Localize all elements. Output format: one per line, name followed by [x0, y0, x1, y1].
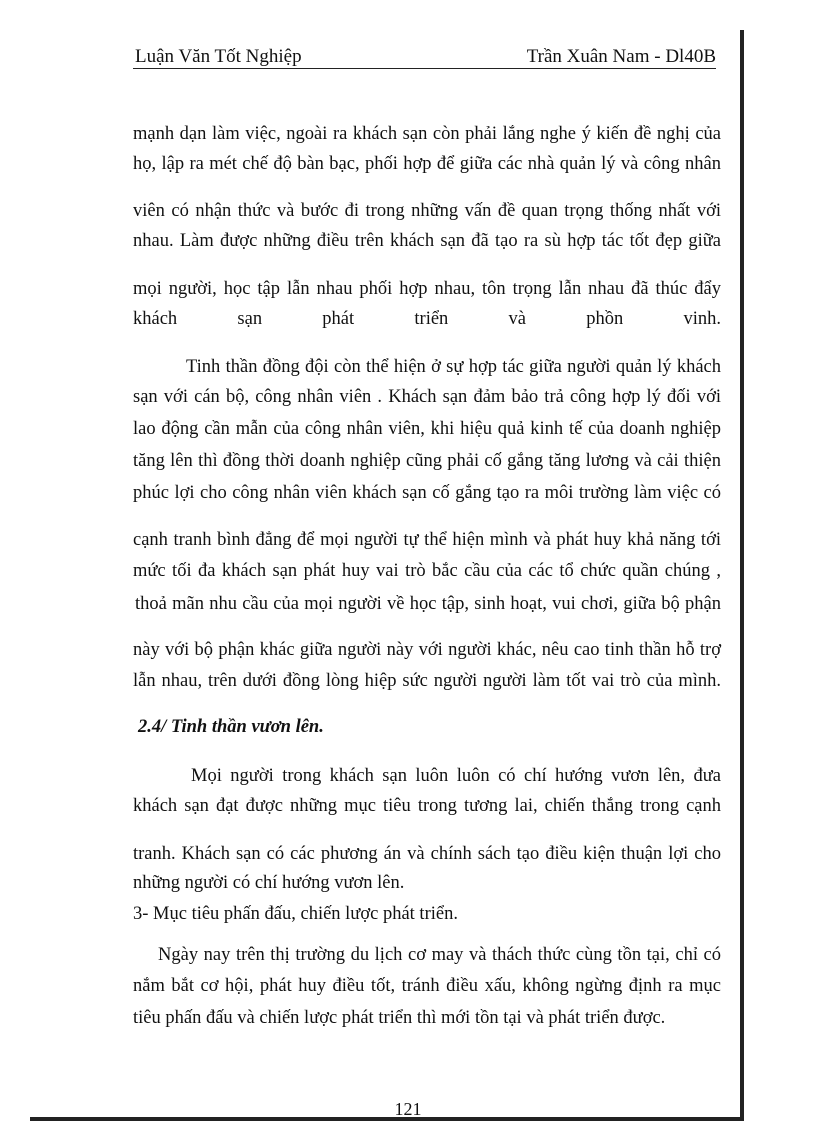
body-line: lẫn nhau, trên dưới đồng lòng hiệp sức người người làm tốt vai trò của mình.: [133, 671, 721, 691]
section-heading: 2.4/ Tinh thần vươn lên.: [138, 717, 324, 737]
page-number: 121: [394, 1099, 422, 1119]
body-line: tranh. Khách sạn có các phương án và chính sách tạo điều kiện thuận lợi cho: [133, 844, 721, 864]
body-line: Mọi người trong khách sạn luôn luôn có chí hướng vươn lên, đưa: [191, 766, 721, 786]
body-line: khách sạn đạt được những mục tiêu trong tương lai, chiến thắng trong cạnh: [133, 796, 721, 816]
body-line: họ, lập ra mét chế độ bàn bạc, phối hợp để giữa các nhà quản lý và công nhân: [133, 154, 721, 174]
header-title: Luận Văn Tốt Nghiệp: [135, 46, 302, 67]
body-line: phúc lợi cho công nhân viên khách sạn cố gắng tạo ra môi trường làm việc có: [133, 483, 721, 503]
body-line: khách sạn phát triển và phồn vinh.: [133, 309, 721, 329]
body-line: mạnh dạn làm việc, ngoài ra khách sạn còn phải lắng nghe ý kiến đề nghị của: [133, 124, 721, 144]
body-line: những người có chí hướng vươn lên.: [133, 873, 405, 893]
subsection-heading: 3- Mục tiêu phấn đấu, chiến lược phát triển.: [133, 904, 458, 924]
body-line: lao động cần mẫn của công nhân viên, khi hiệu quả kinh tế của doanh nghiệp: [133, 419, 721, 439]
running-header: [133, 46, 716, 69]
body-line: Tinh thần đồng đội còn thể hiện ở sự hợp tác giữa người quản lý khách: [186, 357, 721, 377]
body-line: nắm bắt cơ hội, phát huy điều tốt, tránh điều xấu, không ngừng định ra mục: [133, 976, 721, 996]
header-author: Trần Xuân Nam - Dl40B: [526, 46, 716, 67]
body-line: thoả mãn nhu cầu của mọi người về học tập, sinh hoạt, vui chơi, giữa bộ phận: [135, 594, 721, 614]
body-line: tiêu phấn đấu và chiến lược phát triển thì mới tồn tại và phát triển được.: [133, 1008, 666, 1028]
body-line: mọi người, học tập lẫn nhau phối hợp nhau, tôn trọng lẫn nhau đã thúc đẩy: [133, 279, 721, 299]
body-line: tăng lên thì đồng thời doanh nghiệp cũng phải cố gắng tăng lương và cải thiện: [133, 451, 721, 471]
body-line: sạn với cán bộ, công nhân viên . Khách sạn đảm bảo trả công hợp lý đối với: [133, 387, 721, 407]
page-border-right: [740, 30, 744, 1120]
body-line: viên có nhận thức và bước đi trong những vấn đề quan trọng thống nhất với: [133, 201, 721, 221]
body-line: mức tối đa khách sạn phát huy vai trò bắc cầu của các tổ chức quần chúng ,: [133, 561, 721, 581]
body-line: Ngày nay trên thị trường du lịch cơ may và thách thức cùng tồn tại, chỉ có: [158, 945, 721, 965]
body-line: này với bộ phận khác giữa người này với người khác, nêu cao tinh thần hỗ trợ: [133, 640, 721, 660]
body-line: nhau. Làm được những điều trên khách sạn đã tạo ra sù hợp tác tốt đẹp giữa: [133, 231, 721, 251]
body-line: cạnh tranh bình đẳng để mọi người tự thể hiện mình và phát huy khả năng tới: [133, 530, 721, 550]
